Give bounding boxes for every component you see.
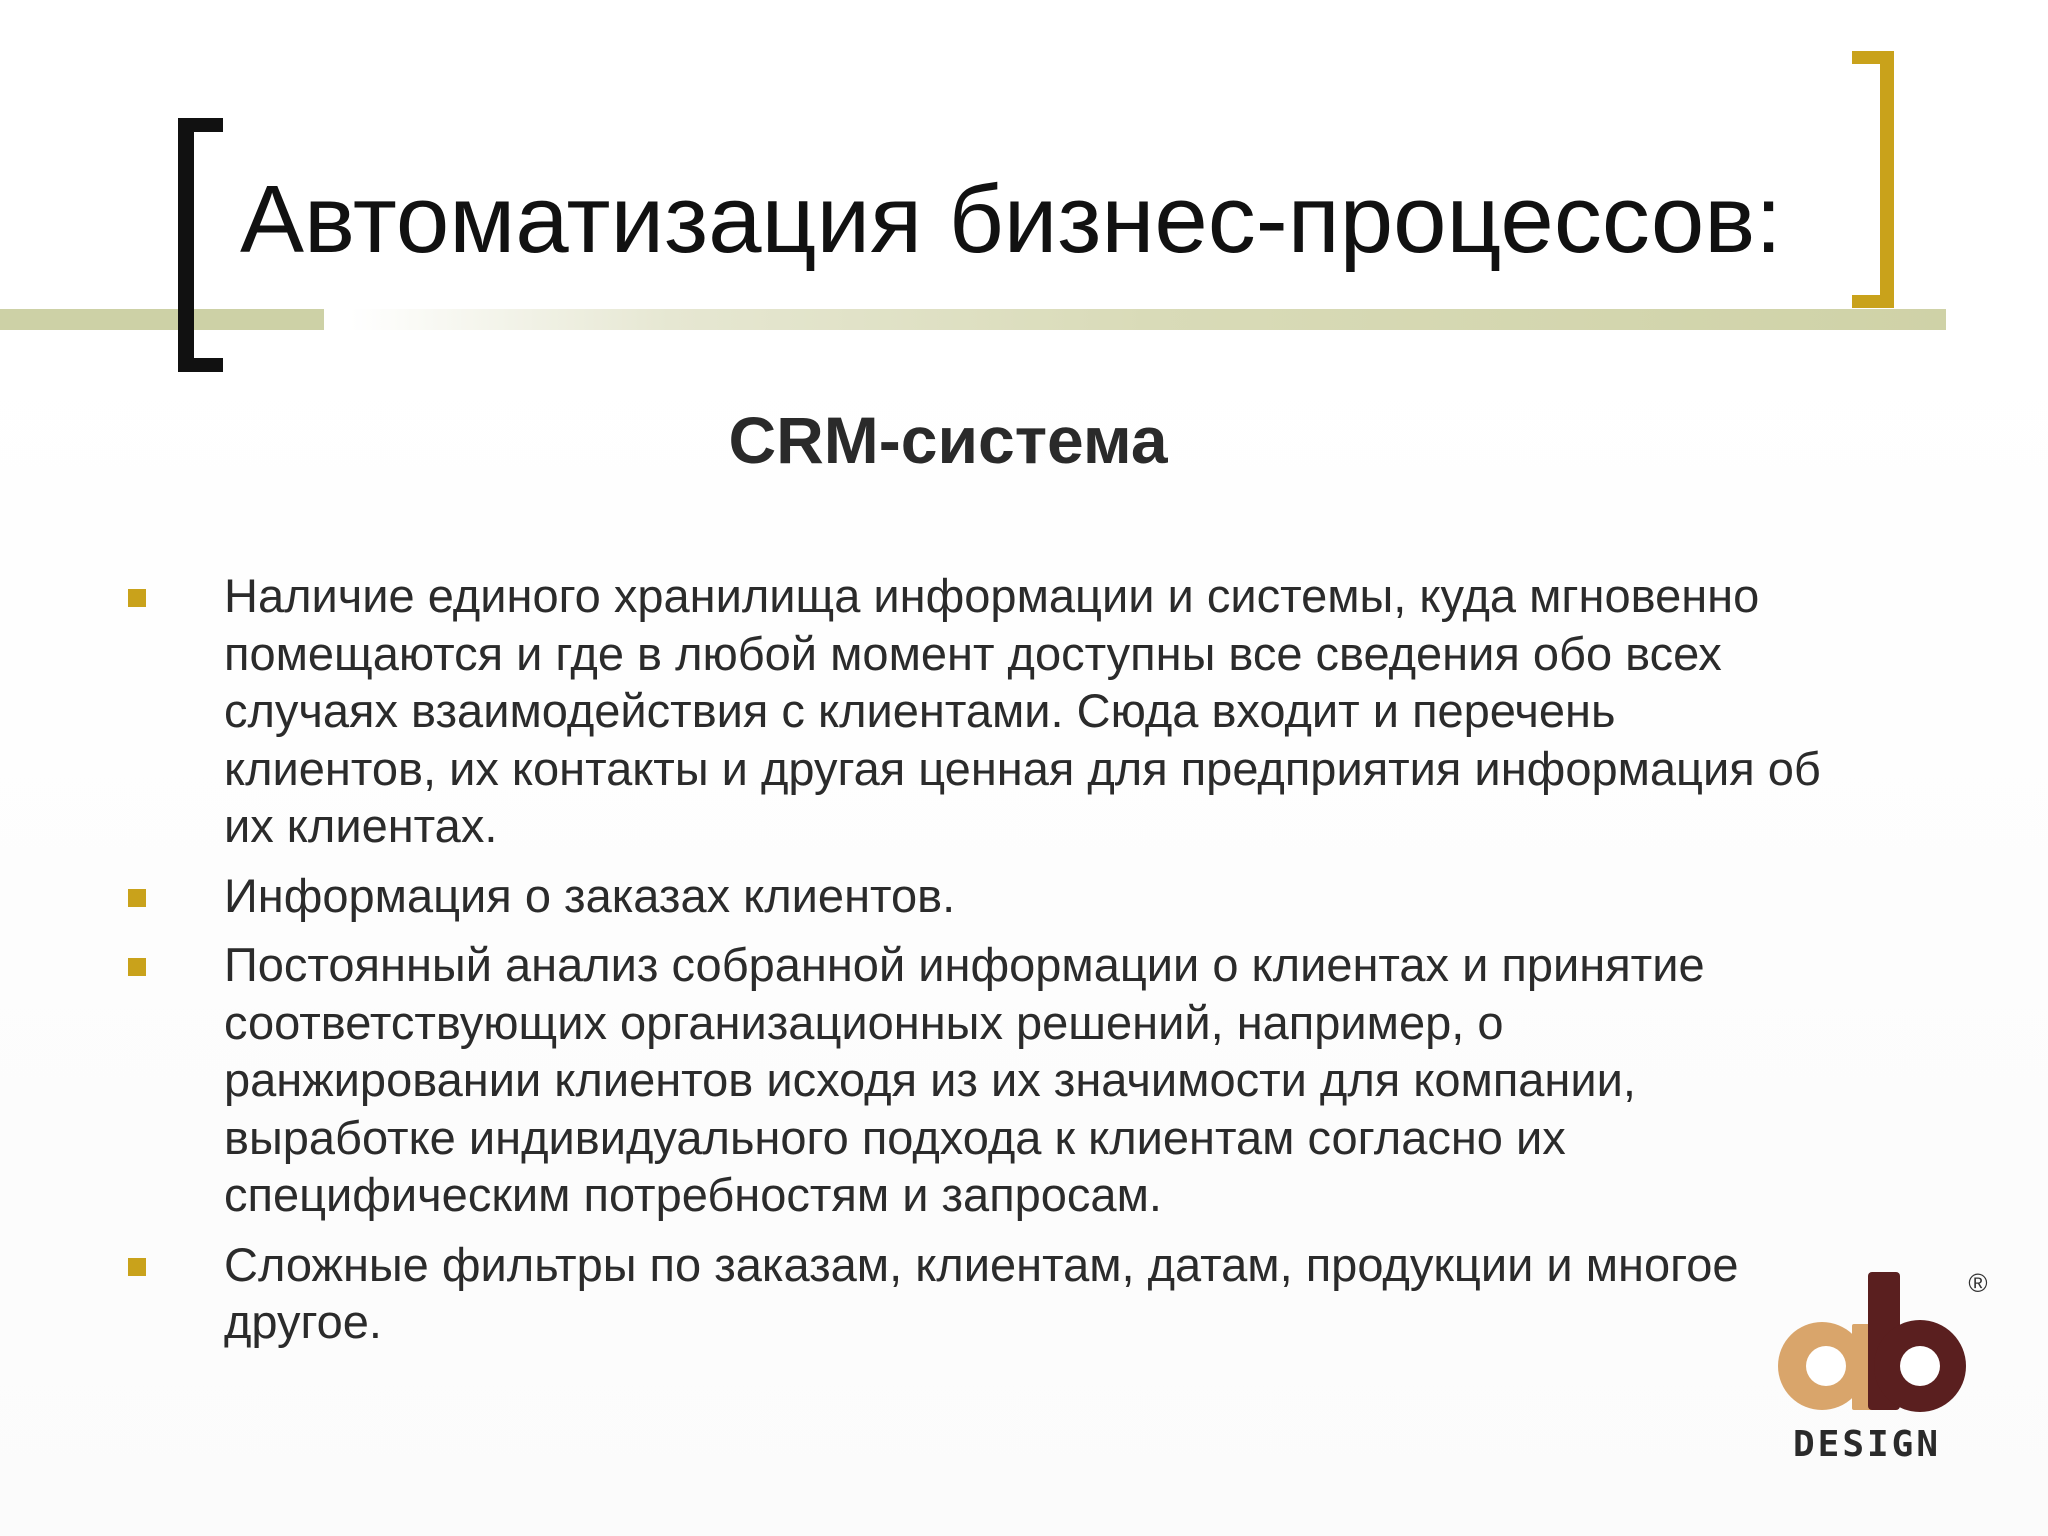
- square-bullet-icon: [128, 958, 146, 976]
- square-bullet-icon: [128, 1258, 146, 1276]
- bullet-text: Информация о заказах клиентов.: [224, 868, 956, 922]
- bullet-list: [0, 567, 2048, 1363]
- slide-title: Автоматизация бизнес-процессов:: [240, 166, 1782, 273]
- logo-design-text: DESIGN: [1792, 1424, 1942, 1465]
- list-item: [0, 567, 1824, 855]
- ab-design-logo: [1760, 1266, 1992, 1466]
- list-item: [0, 1236, 1824, 1351]
- list-item: [0, 867, 1824, 925]
- bullet-text: Сложные фильтры по заказам, клиентам, датам, продукции и многое другое.: [224, 1237, 1739, 1348]
- logo-letter-b-icon: [1868, 1272, 1966, 1412]
- slide-subtitle: CRM-система: [728, 403, 1168, 477]
- list-item: [0, 936, 1824, 1224]
- header-rule-left: [0, 309, 324, 330]
- bullet-text: Наличие единого хранилища информации и системы, куда мгновенно помещаются и где в любой момент доступны все сведения обо всех случаях взаимодействия с клиентами. Сюда входит и перечень клиентов, их контакты и другая ценная для предприятия информация об их клиентах.: [224, 569, 1821, 852]
- header-rule-right: [350, 309, 1946, 330]
- bullet-text: Постоянный анализ собранной информации о клиентах и принятие соответствующих организационных решений, например, о ранжировании клиентов исходя из их значимости для компании, выработке индивидуального подхода к клиентам согласно их специфическим потребностям и запросам.: [224, 938, 1705, 1221]
- square-bullet-icon: [128, 589, 146, 607]
- logo-letter-a-icon: [1778, 1322, 1878, 1410]
- logo-registered-mark: ®: [1968, 1268, 1988, 1298]
- left-bracket-icon: [178, 118, 223, 372]
- square-bullet-icon: [128, 889, 146, 907]
- right-bracket-icon: [1852, 51, 1894, 308]
